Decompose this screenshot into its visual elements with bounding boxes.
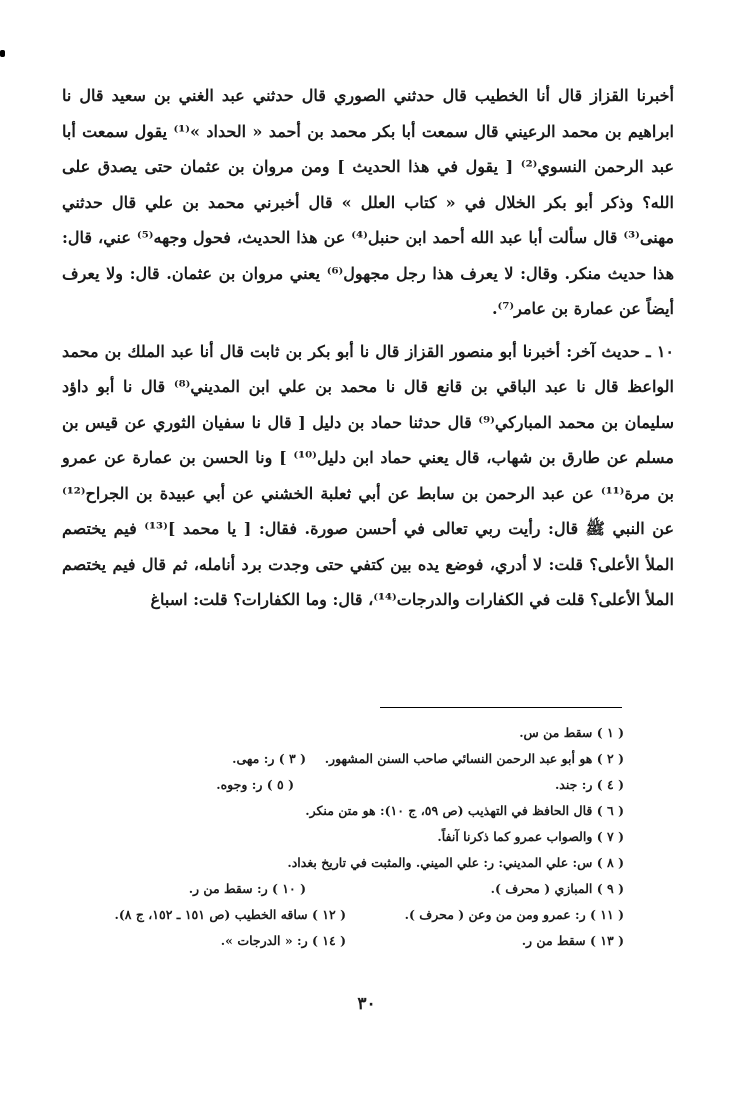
footnote-row [50,798,624,824]
footnote-separator [380,707,622,708]
footnote: ( ١١ ) ر: عمرو ومن من وعن ( محرف ). [404,907,624,922]
paragraph-1: أخبرنا القزاز قال أنا الخطيب قال حدثني الصوري قال حدثني عبد الغني بن سعيد قال نا ابراهيم بن محمد الرعيني قال سمعت أبا بكر محمد بن أحمد « الحداد »⁽¹⁾ يقول سمعت أبا عبد الرحمن النسوي⁽²⁾ [ يقول في هذا الحديث ] ومن مروان بن عثمان حتى يصدق على الله؟ وذكر أبو بكر الخلال في « كتاب العلل » قال أخبرني محمد بن علي قال حدثني مهنى⁽³⁾ قال سألت أبا عبد الله أحمد ابن حنبل⁽⁴⁾ عن هذا الحديث، فحول وجهه⁽⁵⁾ عني، قال: هذا حديث منكر. وقال: لا يعرف هذا رجل مجهول⁽⁶⁾ يعني مروان بن عثمان. قال: ولا يعرف أيضاً عن عمارة بن عامر⁽⁷⁾. [62,86,675,318]
footnote-row [50,928,624,954]
footnote-row [50,746,624,772]
footnote-row [50,772,624,798]
footnote: ( ١٣ ) سقط من ر. [521,933,624,948]
main-text [62,78,674,618]
footnote: ( ٩ ) المبازي ( محرف ). [490,881,624,896]
footnote: ( ١٤ ) ر: « الدرجات ». [220,933,346,948]
footnotes [50,720,624,954]
footnote-row [50,824,624,850]
footnote-row [50,902,624,928]
footnote: ( ٢ ) هو أبو عبد الرحمن النسائي صاحب السنن المشهور. [324,751,624,766]
footnote-row [50,876,624,902]
footnote: ( ١٠ ) ر: سقط من ر. [188,881,306,896]
footnote: ( ٨ ) س: علي المديني: ر: علي الميني. والمثبت في تاريخ بغداد. [287,855,624,870]
footnote: ( ١ ) سقط من س. [519,725,624,740]
page-number: ٣٠ [357,994,376,1014]
footnote: ( ٥ ) ر: وجوه. [216,777,294,792]
footnote: ( ٤ ) ر: جند. [554,777,624,792]
margin-ink-mark [0,50,5,57]
footnote-row [50,720,624,746]
footnote: ( ٦ ) قال الحافظ في التهذيب (ص ٥٩، ج ١٠): هو متن منكر. [305,803,624,818]
footnote: ( ١٢ ) ساقه الخطيب (ص ١٥١ ـ ١٥٢، ج ٨). [114,907,346,922]
footnote-row [50,850,624,876]
footnote: ( ٣ ) ر: مهى. [232,751,306,766]
paragraph-2: ١٠ ـ حديث آخر: أخبرنا أبو منصور القزاز قال نا أبو بكر بن ثابت قال أنا عبد الملك بن محمد الواعظ قال نا عبد الباقي بن قانع قال نا محمد بن علي ابن المديني⁽⁸⁾ قال نا أبو داؤد سليمان بن محمد المباركي⁽⁹⁾ قال حدثنا حماد بن دليل [ قال نا سفيان الثوري عن قيس بن مسلم عن طارق بن شهاب، قال يعني حماد ابن دليل⁽¹⁰⁾ ] ونا الحسن بن عمارة عن عمرو بن مرة⁽¹¹⁾ عن عبد الرحمن بن سابط عن أبي ثعلبة الخشني عن أبي عبيدة بن الجراح⁽¹²⁾ عن النبي ﷺ قال: رأيت ربي تعالى في أحسن صورة. فقال: [ يا محمد ]⁽¹³⁾ فيم يختصم الملأ الأعلى؟ قلت: لا أدري، فوضع يده بين كتفي حتى وجدت برد أنامله، ثم قال فيم يختصم الملأ الأعلى؟ قلت في الكفارات والدرجات⁽¹⁴⁾، قال: وما الكفارات؟ قلت: اسباغ [62,341,675,609]
footnote: ( ٧ ) والصواب عمرو كما ذكرنا آنفاً. [437,829,624,844]
